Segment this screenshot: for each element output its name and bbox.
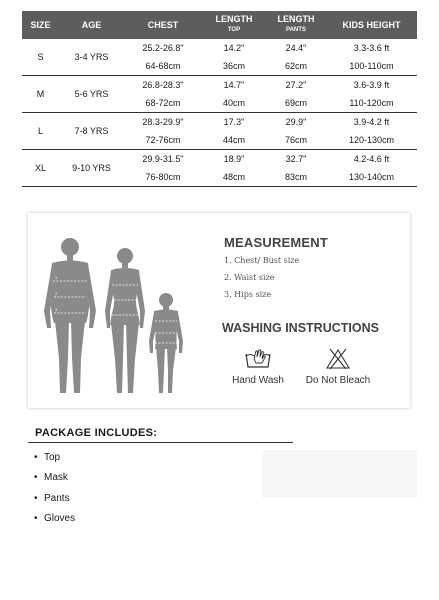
header-chest: CHEST bbox=[124, 11, 202, 39]
top-cm-cell: 36cm bbox=[202, 57, 266, 76]
size-chart-table bbox=[22, 11, 417, 187]
bullet: • bbox=[34, 451, 38, 463]
top-inch-cell: 14.7" bbox=[223, 80, 245, 90]
pants-cm-cell: 83cm bbox=[266, 168, 326, 187]
measurement-list bbox=[224, 256, 299, 307]
size-cell: XL bbox=[22, 150, 59, 187]
chest-inch-cell: 28.3-29.9" bbox=[142, 117, 184, 127]
height-cm-cell: 100-110cm bbox=[326, 57, 417, 76]
pants-inch-cell: 32.7" bbox=[285, 154, 307, 164]
size-row-l bbox=[22, 113, 417, 132]
top-cm-cell: 40cm bbox=[202, 94, 266, 113]
package-item-label: Pants bbox=[44, 492, 70, 504]
chest-inch-cell: 26.8-28.3" bbox=[142, 80, 184, 90]
size-cell: L bbox=[22, 113, 59, 150]
height-ft-cell: 3.9-4.2 ft bbox=[353, 117, 390, 127]
height-cm-cell: 110-120cm bbox=[326, 94, 417, 113]
header-length-pants-sub: PANTS bbox=[286, 27, 306, 33]
marker-chest: 1 bbox=[55, 275, 58, 280]
header-length-pants bbox=[266, 11, 326, 39]
no-bleach-care bbox=[293, 348, 383, 386]
chest-cm-cell: 72-76cm bbox=[124, 131, 202, 150]
pants-inch-cell: 29.9" bbox=[285, 117, 307, 127]
package-item-label: Gloves bbox=[44, 513, 76, 525]
chest-inch-cell: 25.2-26.8" bbox=[142, 43, 184, 53]
header-length-top-label: LENGTH bbox=[215, 14, 253, 24]
height-ft-cell: 3.3-3.6 ft bbox=[353, 43, 390, 53]
measurement-item-hips: 3. Hips size bbox=[224, 290, 272, 299]
bullet: • bbox=[34, 492, 38, 504]
bullet: • bbox=[34, 513, 38, 525]
hand-wash-label: Hand Wash bbox=[232, 375, 284, 386]
size-chart-header-row bbox=[22, 11, 417, 39]
height-cm-cell: 120-130cm bbox=[326, 131, 417, 150]
body-figures-illustration bbox=[38, 233, 218, 403]
hand-wash-icon bbox=[244, 348, 272, 370]
measurement-item-waist: 2. Waist size bbox=[224, 273, 275, 282]
size-row-m bbox=[22, 76, 417, 95]
man-figure bbox=[44, 238, 96, 393]
chest-cm-cell: 76-80cm bbox=[124, 168, 202, 187]
marker-waist: 2 bbox=[55, 291, 58, 296]
pants-cm-cell: 76cm bbox=[266, 131, 326, 150]
package-item-pants bbox=[34, 488, 75, 509]
woman-figure bbox=[105, 248, 145, 393]
package-item-top bbox=[34, 447, 75, 468]
header-size: SIZE bbox=[22, 11, 59, 39]
top-cm-cell: 44cm bbox=[202, 131, 266, 150]
chest-cm-cell: 68-72cm bbox=[124, 94, 202, 113]
age-cell: 5-6 YRS bbox=[59, 76, 124, 113]
height-ft-cell: 3.6-3.9 ft bbox=[353, 80, 390, 90]
package-item-mask bbox=[34, 468, 75, 489]
package-divider bbox=[28, 442, 293, 443]
chest-cm-cell: 64-68cm bbox=[124, 57, 202, 76]
pants-inch-cell: 27.2" bbox=[285, 80, 307, 90]
pants-cm-cell: 62cm bbox=[266, 57, 326, 76]
hand-wash-care bbox=[213, 348, 303, 386]
size-row-s bbox=[22, 39, 417, 57]
package-list bbox=[34, 447, 75, 529]
pants-inch-cell: 24.4" bbox=[285, 43, 307, 53]
do-not-bleach-icon bbox=[325, 348, 351, 370]
header-length-top bbox=[202, 11, 266, 39]
pants-cm-cell: 69cm bbox=[266, 94, 326, 113]
no-bleach-label: Do Not Bleach bbox=[305, 375, 371, 386]
height-ft-cell: 4.2-4.6 ft bbox=[353, 154, 390, 164]
height-cm-cell: 130-140cm bbox=[326, 168, 417, 187]
package-includes-title: PACKAGE INCLUDES: bbox=[35, 427, 158, 439]
header-length-pants-label: LENGTH bbox=[277, 14, 315, 24]
package-background-block bbox=[262, 450, 417, 498]
top-cm-cell: 48cm bbox=[202, 168, 266, 187]
measurement-title: MEASUREMENT bbox=[224, 235, 329, 250]
package-item-label: Mask bbox=[44, 472, 68, 484]
header-age: AGE bbox=[59, 11, 124, 39]
marker-hips: 3 bbox=[55, 307, 58, 312]
age-cell: 7-8 YRS bbox=[59, 113, 124, 150]
age-cell: 3-4 YRS bbox=[59, 39, 124, 76]
chest-inch-cell: 29.9-31.5" bbox=[142, 154, 184, 164]
header-length-top-sub: TOP bbox=[227, 27, 241, 33]
age-cell: 9-10 YRS bbox=[59, 150, 124, 187]
bullet: • bbox=[34, 472, 38, 484]
package-item-label: Top bbox=[44, 451, 61, 463]
size-cell: M bbox=[22, 76, 59, 113]
header-kids-height: KIDS HEIGHT bbox=[326, 11, 417, 39]
package-item-gloves bbox=[34, 509, 75, 530]
top-inch-cell: 14.2" bbox=[223, 43, 245, 53]
measurement-item-chest: 1. Chest/ Bust size bbox=[224, 256, 300, 265]
size-row-xl bbox=[22, 150, 417, 169]
measurement-panel bbox=[28, 213, 410, 408]
top-inch-cell: 18.9" bbox=[223, 154, 245, 164]
top-inch-cell: 17.3" bbox=[223, 117, 245, 127]
washing-instructions-title: WASHING INSTRUCTIONS bbox=[222, 321, 379, 335]
size-cell: S bbox=[22, 39, 59, 76]
